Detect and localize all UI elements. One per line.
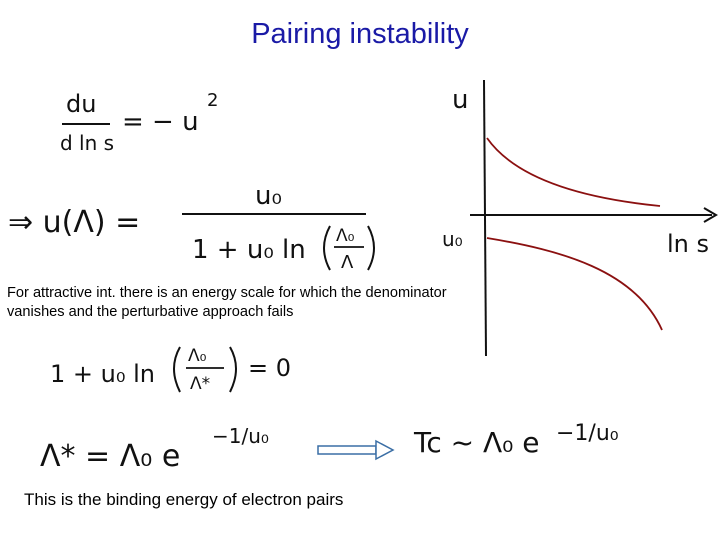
flow-equation: [60, 90, 218, 155]
flow-graph: [442, 80, 716, 356]
flow-lhs-numerator: du: [66, 90, 97, 118]
slide-title: Pairing instability: [251, 18, 469, 50]
flow-lhs-denominator: d ln s: [60, 131, 115, 155]
implies-arrow: [318, 441, 393, 459]
lambda-star-formula: Λ* = Λ₀ e: [40, 439, 181, 474]
arrow-head: [376, 441, 393, 459]
flow-rhs: = − u: [122, 107, 199, 137]
left-paren: [324, 226, 330, 270]
y-axis-label: u: [452, 85, 469, 115]
tc-formula: Tc ~ Λ₀ e: [414, 426, 540, 459]
inner-denominator: Λ: [341, 252, 354, 273]
inner-numerator: Λ₀: [336, 226, 355, 246]
instability-condition: [50, 346, 291, 394]
right-paren: [368, 226, 374, 270]
tc-exponent: −1/u₀: [556, 421, 619, 446]
x-axis-label: ln s: [667, 230, 710, 258]
condition-lhs: 1 + u₀ ln: [50, 360, 155, 388]
repulsive-flow-curve: [487, 138, 660, 206]
right-paren: [230, 347, 236, 392]
condition-numerator: Λ₀: [188, 346, 207, 366]
solution-equation: [8, 181, 374, 273]
solution-lhs: ⇒ u(Λ) =: [8, 205, 141, 240]
y-axis: [484, 80, 486, 356]
left-paren: [174, 347, 180, 392]
condition-rhs: = 0: [248, 354, 292, 382]
lambda-star-exponent: −1/u₀: [212, 424, 269, 448]
flow-exponent: 2: [207, 90, 219, 111]
arrow-shaft: [318, 446, 376, 454]
condition-denominator: Λ*: [190, 374, 211, 394]
cutoff-scale-equation: [40, 424, 269, 474]
critical-temperature-equation: [413, 421, 619, 459]
u0-label: u₀: [442, 227, 463, 251]
solution-numerator: u₀: [255, 181, 282, 211]
attractive-flow-curve: [487, 238, 662, 330]
binding-energy-caption: This is the binding energy of electron pairs: [24, 490, 344, 509]
solution-denominator: 1 + u₀ ln: [192, 235, 306, 265]
attractive-interaction-caption: For attractive int. there is an energy scale for which the denominator vanishes and the perturbative approach fails: [7, 285, 447, 320]
